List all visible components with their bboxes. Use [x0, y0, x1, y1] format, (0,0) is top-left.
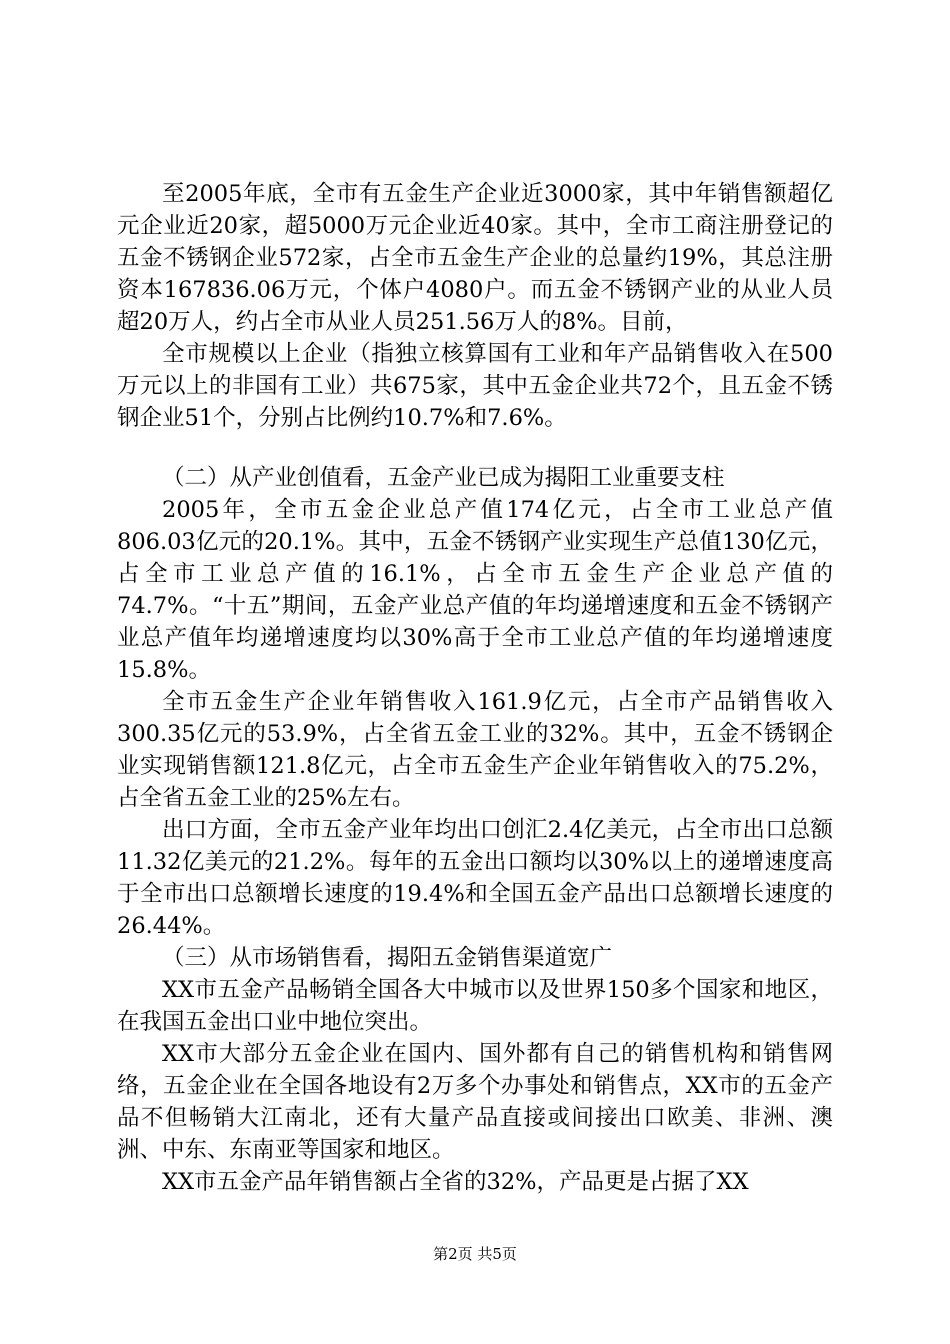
paragraph-market-share: XX市五金产品年销售额占全省的32%，产品更是占据了XX	[162, 1169, 749, 1195]
paragraph-output-value: 2005年，全市五金企业总产值174亿元，占全市工业总产值806.03亿元的20.1%。其中，五金不锈钢产业实现生产总值130亿元，占全市工业总产值的16.1%，占全市五金生产企业总产值的74.7%。“十五”期间，五金产业总产值的年均递增速度和五金不锈钢产业总产值年均递增速度均以30%高于全市工业总产值的年均递增速度15.8%。	[117, 497, 833, 683]
paragraph-enterprise-count: 至2005年底，全市有五金生产企业近3000家，其中年销售额超亿元企业近20家，超5000万元企业近40家。其中，全市工商注册登记的五金不锈钢企业572家，占全市五金生产企业的总量约19%，其总注册资本167836.06万元，个体户4080户。而五金不锈钢产业的从业人员超20万人，约占全市从业人员251.56万人的8%。目前，	[117, 181, 833, 335]
page-number-footer: 第2页 共5页	[433, 1245, 517, 1263]
section-heading-output-value: （二）从产业创值看，五金产业已成为揭阳工业重要支柱	[162, 465, 725, 491]
paragraph-sales-network: XX市大部分五金企业在国内、国外都有自己的销售机构和销售网络，五金企业在全国各地设有2万多个办事处和销售点，XX市的五金产品不但畅销大江南北，还有大量产品直接或间接出口欧美、非洲、澳洲、中东、东南亚等国家和地区。	[117, 1041, 833, 1163]
paragraph-market-reach: XX市五金产品畅销全国各大中城市以及世界150多个国家和地区，在我国五金出口业中地位突出。	[117, 977, 833, 1035]
paragraph-scale-enterprises: 全市规模以上企业（指独立核算国有工业和年产品销售收入在500万元以上的非国有工业）共675家，其中五金企业共72个，且五金不锈钢企业51个，分别占比例约10.7%和7.6%。	[117, 341, 833, 431]
paragraph-sales-revenue: 全市五金生产企业年销售收入161.9亿元，占全市产品销售收入300.35亿元的53.9%，占全省五金工业的32%。其中，五金不锈钢企业实现销售额121.8亿元，占全市五金生产企业年销售收入的75.2%，占全省五金工业的25%左右。	[117, 689, 833, 811]
paragraph-gap	[117, 434, 833, 462]
section-heading-market-sales: （三）从市场销售看，揭阳五金销售渠道宽广	[162, 945, 613, 971]
document-body	[117, 178, 833, 1198]
paragraph-export: 出口方面，全市五金产业年均出口创汇2.4亿美元，占全市出口总额11.32亿美元的21.2%。每年的五金出口额均以30%以上的递增速度高于全市出口总额增长速度的19.4%和全国五金产品出口总额增长速度的26.44%。	[117, 817, 833, 939]
